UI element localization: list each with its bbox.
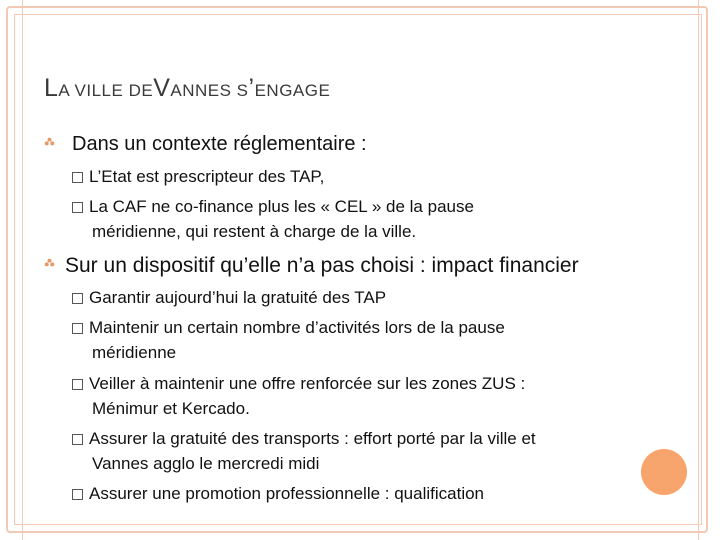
- sub-item-1-1: [72, 166, 324, 188]
- sub-item-text: Veiller à maintenir une offre renforcée sur les zones ZUS :: [89, 374, 526, 393]
- decorative-circle: [641, 449, 687, 495]
- fleuron-icon: [44, 258, 55, 269]
- sub-item-2-3-cont: Ménimur et Kercado.: [92, 399, 250, 418]
- sub-item-2-2-cont: méridienne: [92, 343, 177, 362]
- sub-item-2-4: [72, 428, 536, 450]
- title-part2-rest: ANNES S: [170, 81, 249, 100]
- sub-item-text: Maintenir un certain nombre d’activités lors de la pause: [89, 318, 505, 337]
- title-part3-rest: ENGAGE: [254, 81, 331, 100]
- sub-item-1-2: [72, 196, 474, 218]
- bullet-1-text: Dans un contexte réglementaire :: [72, 133, 367, 155]
- sub-item-text: Assurer la gratuité des transports : effort porté par la ville et: [89, 429, 536, 448]
- sub-item-text: L’Etat est prescripteur des TAP,: [89, 167, 325, 186]
- checkbox-icon: [72, 489, 83, 500]
- checkbox-icon: [72, 172, 83, 183]
- sub-item-text: Assurer une promotion professionnelle : qualification: [89, 484, 485, 503]
- sub-item-2-1: [72, 287, 386, 309]
- title-part2-cap: V: [153, 74, 171, 102]
- title-part1-cap: L: [44, 74, 59, 102]
- title-part3-cap: ’: [248, 74, 255, 102]
- sub-item-2-2: [72, 317, 505, 339]
- checkbox-icon: [72, 202, 83, 213]
- bullet-2-text: Sur un dispositif qu’elle n’a pas choisi : impact financier: [65, 254, 579, 277]
- title-part1-rest: A VILLE DE: [58, 81, 154, 100]
- sub-item-text: Garantir aujourd’hui la gratuité des TAP: [89, 288, 387, 307]
- checkbox-icon: [72, 293, 83, 304]
- checkbox-icon: [72, 434, 83, 445]
- checkbox-icon: [72, 379, 83, 390]
- checkbox-icon: [72, 323, 83, 334]
- sub-item-text: La CAF ne co-finance plus les « CEL » de la pause: [89, 197, 474, 216]
- fleuron-icon: [44, 137, 55, 148]
- sub-item-1-2-cont: méridienne, qui restent à charge de la ville.: [92, 222, 417, 241]
- sub-item-2-3: [72, 373, 525, 395]
- sub-item-2-4-cont: Vannes agglo le mercredi midi: [92, 454, 320, 473]
- sub-item-2-5: [72, 483, 484, 505]
